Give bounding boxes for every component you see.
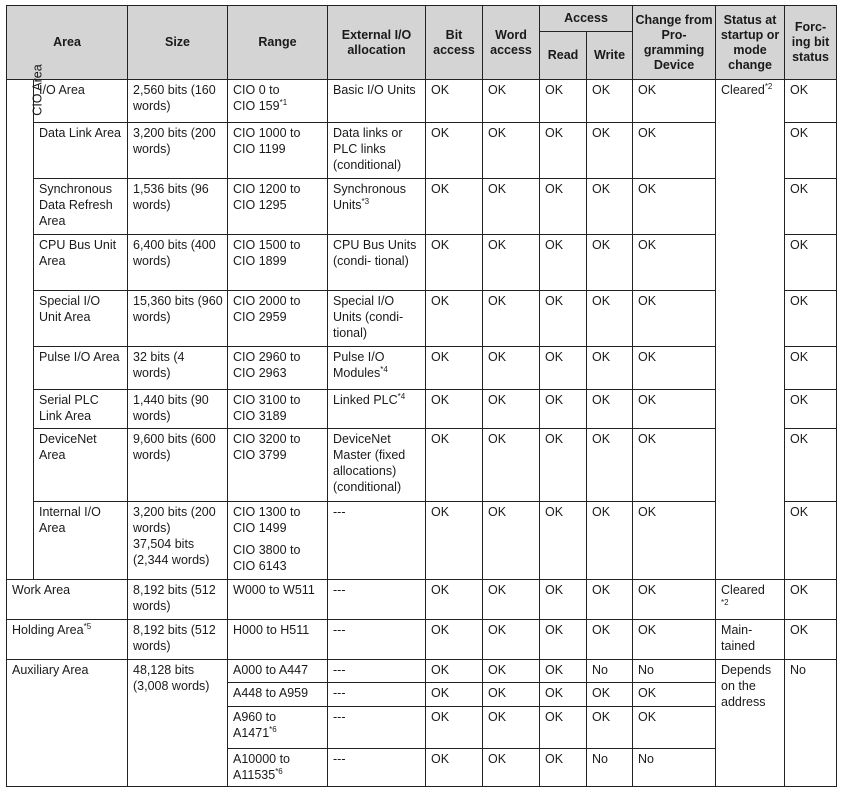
bit-access-cell: OK (426, 123, 483, 179)
table-row (7, 291, 837, 347)
ext-io-cell: --- (328, 749, 426, 787)
ext-io-cell: Basic I/O Units (328, 80, 426, 123)
bit-access-cell: OK (426, 660, 483, 683)
ext-io-cell: --- (328, 502, 426, 580)
range-cell: A10000 to A11535$^{*6}$ (228, 749, 328, 787)
size-cell: 1,536 bits (96 words) (128, 179, 228, 235)
range-cell: A448 to A959 (228, 683, 328, 707)
word-access-cell: OK (483, 707, 540, 749)
write-cell: OK (587, 707, 633, 749)
forcing-cell: OK (785, 620, 837, 660)
range-cell: CIO 3100 to CIO 3189 (228, 390, 328, 429)
status-cell: Main- tained (716, 620, 785, 660)
area-cell: CPU Bus Unit Area (34, 235, 128, 291)
read-cell: OK (540, 620, 587, 660)
size-cell: 8,192 bits (512 words) (128, 580, 228, 620)
change-cell: OK (633, 80, 716, 123)
write-cell: OK (587, 80, 633, 123)
write-cell: OK (587, 390, 633, 429)
read-cell: OK (540, 80, 587, 123)
write-cell: OK (587, 291, 633, 347)
area-cell: Work Area (7, 580, 128, 620)
bit-access-cell: OK (426, 502, 483, 580)
range-cell: H000 to H511 (228, 620, 328, 660)
word-access-cell: OK (483, 80, 540, 123)
table-row (7, 235, 837, 291)
size-cell: 1,440 bits (90 words) (128, 390, 228, 429)
bit-access-cell: OK (426, 620, 483, 660)
table-row (7, 620, 837, 660)
change-cell: OK (633, 620, 716, 660)
status-cell: Cleared$^{*2}$ (716, 80, 785, 580)
ext-io-cell: --- (328, 683, 426, 707)
forcing-cell: OK (785, 347, 837, 390)
word-access-cell: OK (483, 502, 540, 580)
word-access-cell: OK (483, 620, 540, 660)
word-access-cell: OK (483, 683, 540, 707)
bit-access-cell: OK (426, 580, 483, 620)
read-cell: OK (540, 347, 587, 390)
bit-access-cell: OK (426, 749, 483, 787)
forcing-cell: OK (785, 123, 837, 179)
ext-io-cell: --- (328, 620, 426, 660)
bit-access-cell: OK (426, 429, 483, 502)
change-cell: OK (633, 390, 716, 429)
word-access-cell: OK (483, 123, 540, 179)
header-read: Read (540, 32, 587, 80)
table-row (7, 123, 837, 179)
change-cell: OK (633, 502, 716, 580)
range-cell: CIO 1300 to CIO 1499 CIO 3800 to CIO 6143 (228, 502, 328, 580)
header-forcing: Forc- ing bit status (785, 6, 837, 80)
forcing-cell: OK (785, 502, 837, 580)
bit-access-cell: OK (426, 347, 483, 390)
ext-io-cell: Synchronous Units$^{*3}$ (328, 179, 426, 235)
area-cell: DeviceNet Area (34, 429, 128, 502)
forcing-cell: OK (785, 291, 837, 347)
write-cell: OK (587, 347, 633, 390)
area-cell: Holding Area$^{*5}$ (7, 620, 128, 660)
read-cell: OK (540, 123, 587, 179)
header-access: Access (540, 6, 633, 32)
write-cell: OK (587, 123, 633, 179)
ext-io-cell: Data links or PLC links (conditional) (328, 123, 426, 179)
change-cell: OK (633, 707, 716, 749)
forcing-cell: OK (785, 390, 837, 429)
ext-io-cell: CPU Bus Units (condi- tional) (328, 235, 426, 291)
word-access-cell: OK (483, 660, 540, 683)
change-cell: OK (633, 235, 716, 291)
word-access-cell: OK (483, 390, 540, 429)
word-access-cell: OK (483, 347, 540, 390)
size-cell: 9,600 bits (600 words) (128, 429, 228, 502)
range-cell: A000 to A447 (228, 660, 328, 683)
area-cell: Synchronous Data Refresh Area (34, 179, 128, 235)
write-cell: OK (587, 502, 633, 580)
header-status: Status at startup or mode change (716, 6, 785, 80)
size-cell: 6,400 bits (400 words) (128, 235, 228, 291)
range-cell: CIO 0 to CIO 159$^{*1}$ (228, 80, 328, 123)
header-bit-access: Bit access (426, 6, 483, 80)
range-cell: CIO 3200 to CIO 3799 (228, 429, 328, 502)
write-cell: OK (587, 429, 633, 502)
header-area: Area (7, 6, 128, 80)
header-change: Change from Pro- gramming Device (633, 6, 716, 80)
range-cell: CIO 1500 to CIO 1899 (228, 235, 328, 291)
size-cell: 3,200 bits (200 words) (128, 123, 228, 179)
word-access-cell: OK (483, 429, 540, 502)
write-cell: OK (587, 580, 633, 620)
range-cell: CIO 1000 to CIO 1199 (228, 123, 328, 179)
read-cell: OK (540, 749, 587, 787)
forcing-cell: OK (785, 580, 837, 620)
bit-access-cell: OK (426, 80, 483, 123)
ext-io-cell: Special I/O Units (condi- tional) (328, 291, 426, 347)
size-cell: 3,200 bits (200 words) 37,504 bits (2,344 words) (128, 502, 228, 580)
word-access-cell: OK (483, 749, 540, 787)
forcing-cell: OK (785, 80, 837, 123)
change-cell: OK (633, 429, 716, 502)
read-cell: OK (540, 235, 587, 291)
header-write: Write (587, 32, 633, 80)
read-cell: OK (540, 660, 587, 683)
read-cell: OK (540, 502, 587, 580)
read-cell: OK (540, 683, 587, 707)
word-access-cell: OK (483, 291, 540, 347)
write-cell: OK (587, 179, 633, 235)
ext-io-cell: Linked PLC$^{*4}$ (328, 390, 426, 429)
word-access-cell: OK (483, 580, 540, 620)
word-access-cell: OK (483, 235, 540, 291)
read-cell: OK (540, 291, 587, 347)
read-cell: OK (540, 179, 587, 235)
bit-access-cell: OK (426, 390, 483, 429)
change-cell: OK (633, 347, 716, 390)
bit-access-cell: OK (426, 179, 483, 235)
ext-io-cell: Pulse I/O Modules$^{*4}$ (328, 347, 426, 390)
area-cell: Data Link Area (34, 123, 128, 179)
forcing-cell: OK (785, 235, 837, 291)
area-cell: Pulse I/O Area (34, 347, 128, 390)
table-row (7, 580, 837, 620)
area-cell: Special I/O Unit Area (34, 291, 128, 347)
ext-io-cell: DeviceNet Master (fixed allocations) (conditional) (328, 429, 426, 502)
header-word-access: Word access (483, 6, 540, 80)
status-cell: Cleared $^{*2}$ (716, 580, 785, 620)
ext-io-cell: --- (328, 707, 426, 749)
change-cell: OK (633, 580, 716, 620)
status-cell: Depends on the address (716, 660, 785, 787)
table-row (7, 347, 837, 390)
size-cell: 15,360 bits (960 words) (128, 291, 228, 347)
read-cell: OK (540, 707, 587, 749)
table-row (7, 179, 837, 235)
range-cell: CIO 1200 to CIO 1295 (228, 179, 328, 235)
change-cell: OK (633, 291, 716, 347)
size-cell: 2,560 bits (160 words) (128, 80, 228, 123)
read-cell: OK (540, 580, 587, 620)
area-cell: Internal I/O Area (34, 502, 128, 580)
range-cell: CIO 2960 to CIO 2963 (228, 347, 328, 390)
size-cell: 8,192 bits (512 words) (128, 620, 228, 660)
area-cell: Auxiliary Area (7, 660, 128, 787)
bit-access-cell: OK (426, 291, 483, 347)
write-cell: OK (587, 620, 633, 660)
header-external-io: External I/O allocation (328, 6, 426, 80)
change-cell: No (633, 660, 716, 683)
change-cell: OK (633, 179, 716, 235)
table-row (7, 660, 837, 683)
write-cell: OK (587, 235, 633, 291)
forcing-cell: OK (785, 429, 837, 502)
table-row (7, 429, 837, 502)
forcing-cell: OK (785, 179, 837, 235)
header-size: Size (128, 6, 228, 80)
table-row (7, 80, 837, 123)
area-cell: Serial PLC Link Area (34, 390, 128, 429)
write-cell: No (587, 660, 633, 683)
write-cell: OK (587, 683, 633, 707)
bit-access-cell: OK (426, 707, 483, 749)
read-cell: OK (540, 429, 587, 502)
area-cell: I/O Area (34, 80, 128, 123)
write-cell: No (587, 749, 633, 787)
memory-area-table (6, 5, 837, 787)
range-cell: W000 to W511 (228, 580, 328, 620)
ext-io-cell: --- (328, 580, 426, 620)
size-cell: 48,128 bits (3,008 words) (128, 660, 228, 787)
forcing-cell: No (785, 660, 837, 787)
word-access-cell: OK (483, 179, 540, 235)
cio-group-label: CIO Area (7, 80, 34, 580)
ext-io-cell: --- (328, 660, 426, 683)
range-cell: CIO 2000 to CIO 2959 (228, 291, 328, 347)
table-row (7, 502, 837, 580)
change-cell: OK (633, 683, 716, 707)
change-cell: OK (633, 123, 716, 179)
range-cell: A960 to A1471$^{*6}$ (228, 707, 328, 749)
size-cell: 32 bits (4 words) (128, 347, 228, 390)
read-cell: OK (540, 390, 587, 429)
bit-access-cell: OK (426, 683, 483, 707)
bit-access-cell: OK (426, 235, 483, 291)
header-range: Range (228, 6, 328, 80)
table-row (7, 390, 837, 429)
change-cell: No (633, 749, 716, 787)
